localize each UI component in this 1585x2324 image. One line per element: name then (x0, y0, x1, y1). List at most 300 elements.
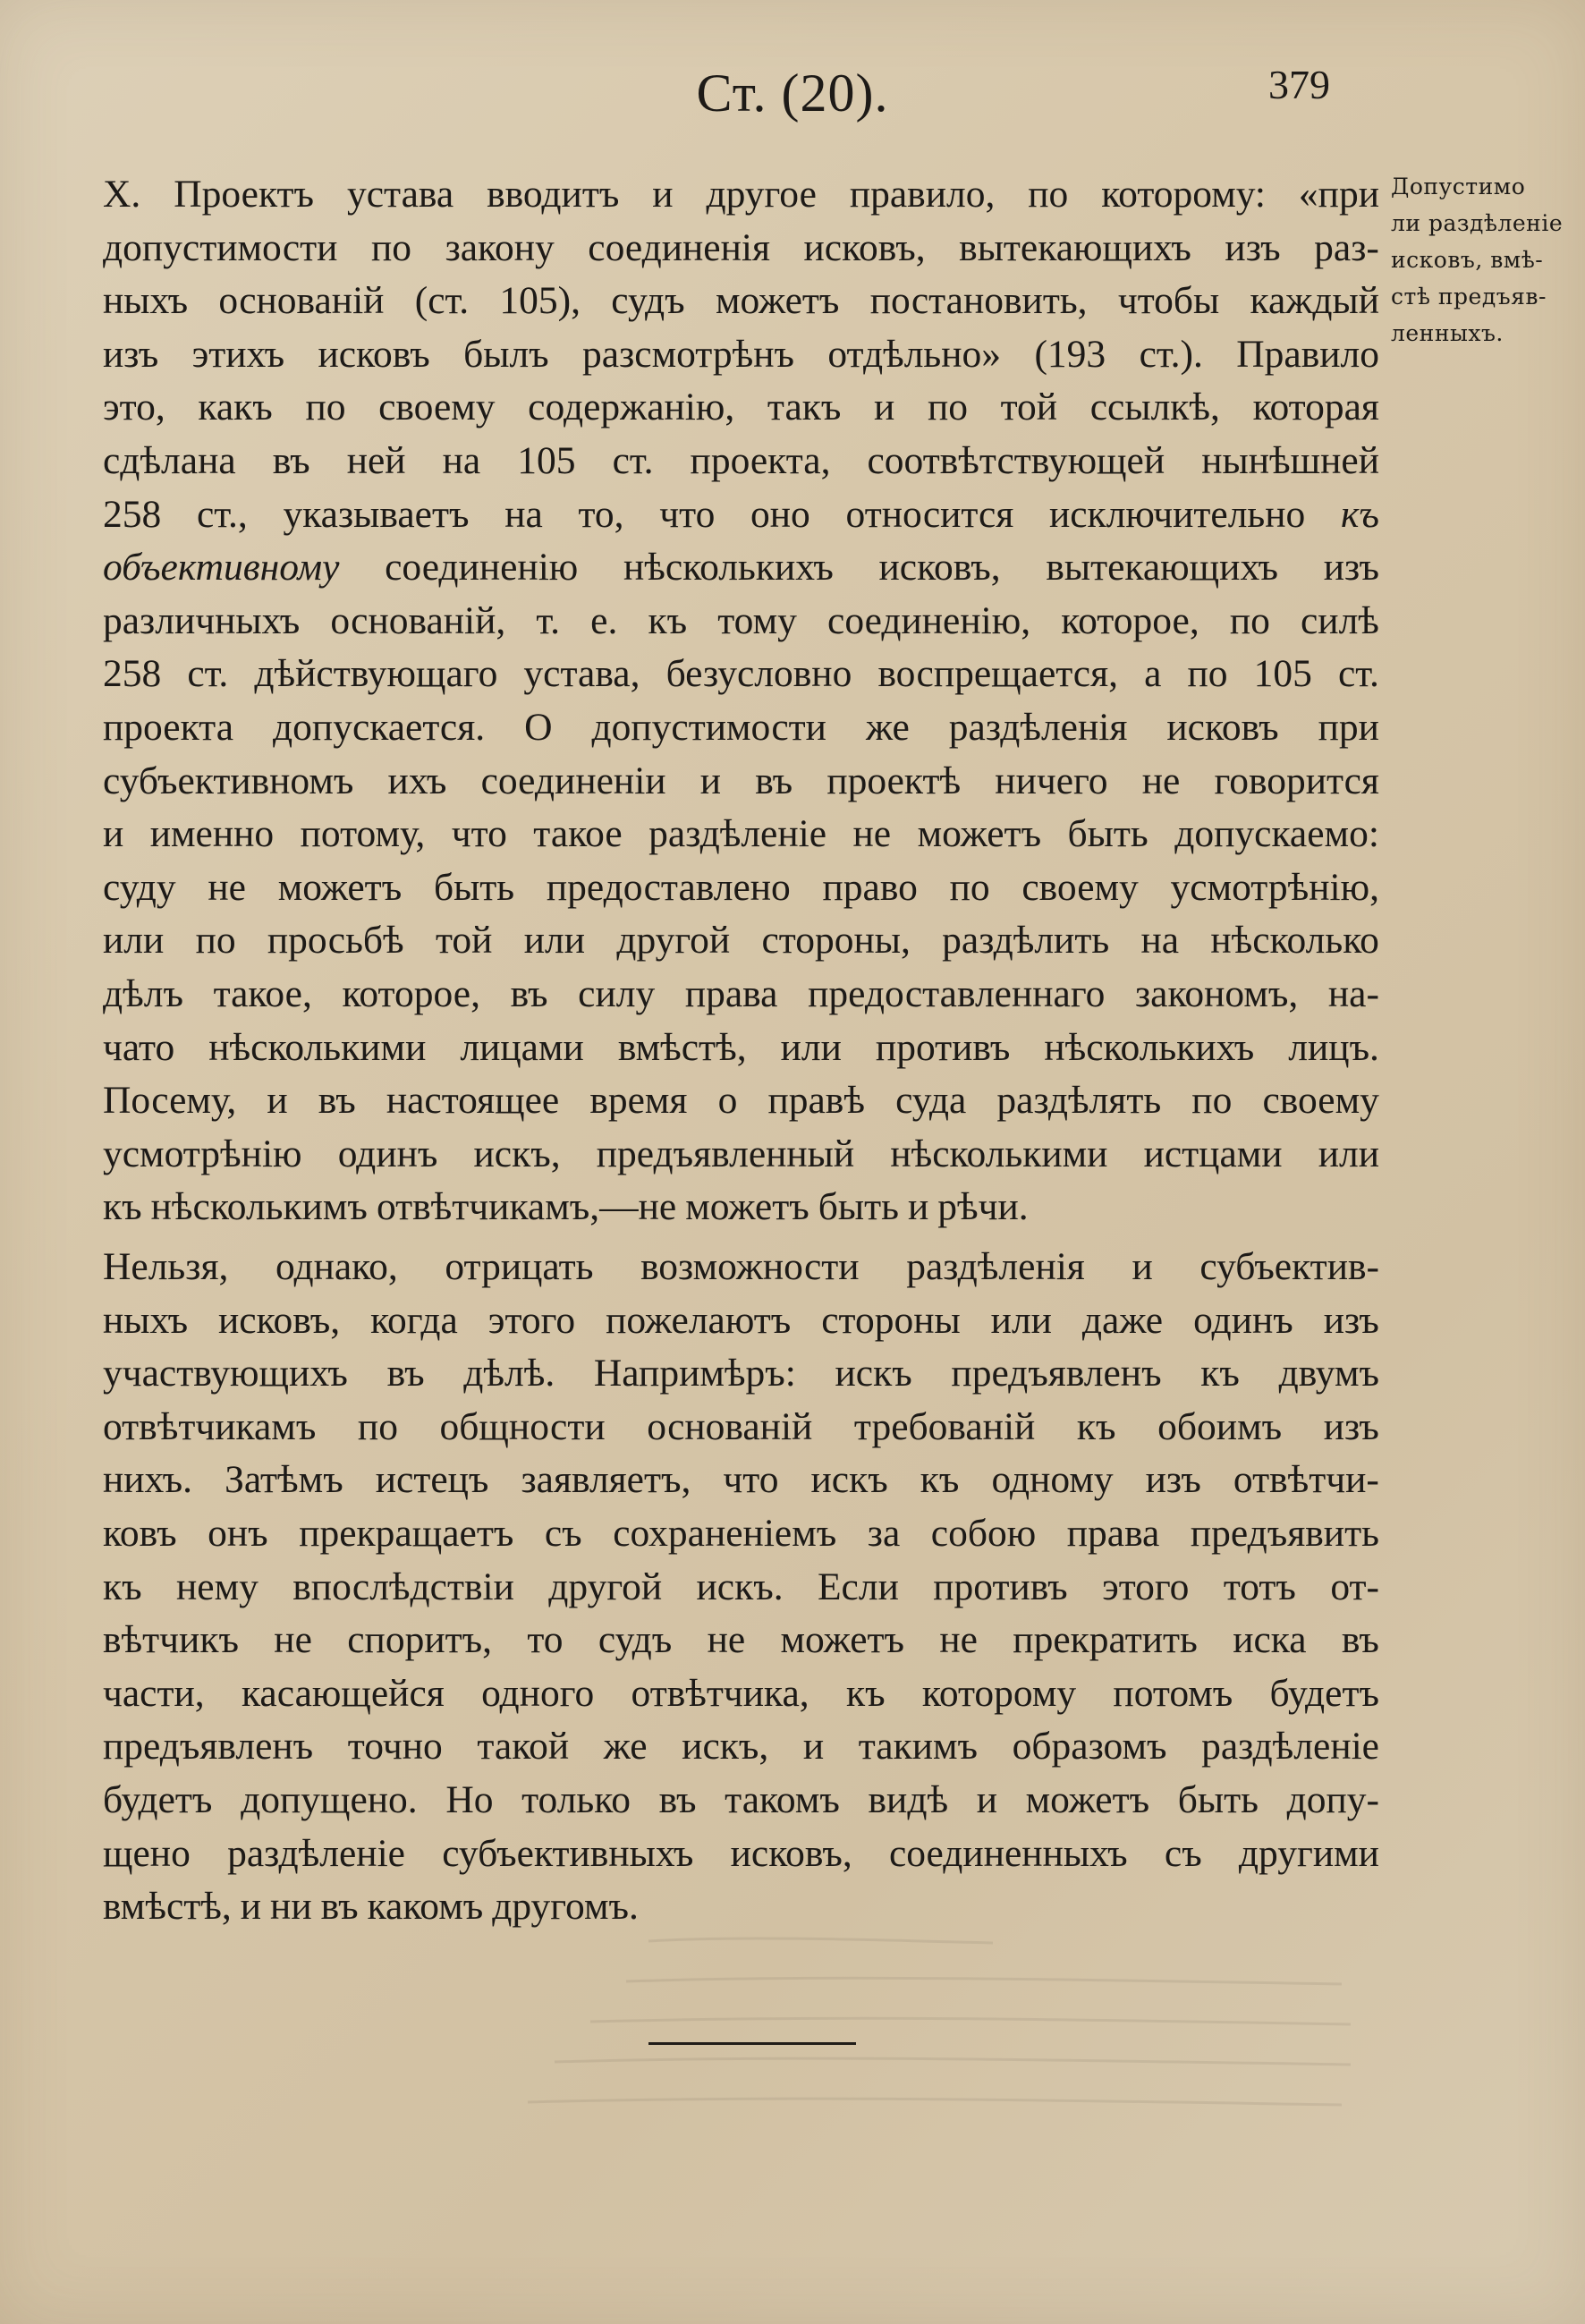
word: права (1066, 1511, 1160, 1555)
word: отвѣтчикамъ (103, 1404, 317, 1448)
word: силѣ (1301, 598, 1379, 642)
word: закономъ, (1134, 971, 1299, 1015)
word: (193 (1034, 332, 1106, 376)
word: предъявить (1190, 1511, 1379, 1555)
page-header-title: Ст. (20). (696, 64, 889, 123)
word: каждый (1250, 279, 1379, 323)
word: отвѣтчика, (631, 1671, 809, 1715)
word: субъектив- (1199, 1245, 1379, 1288)
word: по (1187, 652, 1228, 696)
word: исковъ, (878, 546, 1001, 589)
word: можетъ (1025, 1777, 1150, 1821)
word: проектѣ (826, 759, 962, 802)
word: проекта, (690, 438, 831, 482)
word: от- (1330, 1565, 1379, 1608)
word: къ (1076, 1404, 1116, 1448)
margin-note-line: ли раздѣленіе (1391, 210, 1564, 236)
word: же (603, 1725, 648, 1768)
word: двумъ (1278, 1352, 1379, 1395)
word: Затѣмъ (225, 1458, 343, 1502)
word: ни (270, 1885, 312, 1929)
text-line (103, 435, 1379, 488)
text-line (103, 595, 1379, 649)
word: прекращаетъ (299, 1511, 514, 1555)
word: чато (103, 1025, 175, 1069)
word: искъ (810, 1458, 888, 1502)
word: вмѣстѣ, (617, 1025, 747, 1069)
word: былъ (463, 332, 549, 376)
word: соотвѣтствующей (867, 438, 1165, 482)
word: на (504, 492, 543, 536)
word: и (802, 1725, 825, 1768)
word: Нельзя, (103, 1245, 229, 1288)
word: сохраненіемъ (613, 1511, 837, 1555)
word: вытекающихъ (1046, 546, 1279, 589)
word: изъ (1225, 225, 1281, 269)
word: изъ (1323, 1298, 1379, 1342)
word: стороны, (761, 919, 911, 963)
word: изъ (1323, 1404, 1379, 1448)
word: требованій (853, 1404, 1036, 1448)
word: или (780, 1025, 842, 1069)
word: исковъ (1166, 705, 1279, 749)
word: судъ (611, 279, 685, 323)
word: не (852, 812, 892, 856)
word: правило, (849, 173, 996, 216)
word: можетъ (780, 1618, 905, 1662)
word: и (699, 759, 722, 802)
word: своему (1021, 865, 1139, 909)
word: ковъ (103, 1511, 177, 1555)
word: же (865, 705, 910, 749)
word: 105 (1253, 652, 1312, 696)
word: нѣсколько (1210, 919, 1379, 963)
word: нѣсколькихъ (1044, 1025, 1255, 1069)
word: указываетъ (283, 492, 470, 536)
word: ст. (1337, 652, 1379, 696)
word: въ (272, 438, 310, 482)
word: предоставленнаго (808, 971, 1106, 1015)
word: по (949, 865, 990, 909)
word: своему (1262, 1079, 1379, 1123)
word: потому, (300, 812, 426, 856)
text-line (103, 808, 1379, 861)
word: устава, (523, 652, 640, 696)
word: противъ (875, 1025, 1011, 1069)
word: нѣсколькими (208, 1025, 427, 1069)
word: О (524, 705, 553, 749)
word: вѣтчикъ (103, 1618, 239, 1662)
word: участвующихъ (103, 1352, 348, 1395)
text-line (103, 488, 1379, 542)
word: обоимъ (1157, 1404, 1283, 1448)
word: по (1229, 598, 1270, 642)
word: просьбѣ (267, 919, 404, 963)
word: ныхъ (103, 279, 189, 323)
word: 105 (517, 438, 576, 482)
word: быть (1177, 1777, 1259, 1821)
word: какъ (198, 386, 273, 429)
word: права (684, 971, 778, 1015)
word: предоставлено (546, 865, 791, 909)
word: нынѣшней (1201, 438, 1379, 482)
text-line (103, 168, 1379, 222)
word: субъективномъ (103, 759, 354, 802)
word: только (521, 1777, 631, 1821)
word: предъявленъ (951, 1352, 1162, 1395)
word: нѣсколькими (890, 1132, 1108, 1175)
text-line (103, 1347, 1379, 1401)
word: къ (1341, 492, 1379, 536)
word: ст.). (1139, 332, 1203, 376)
word: соединенію, (827, 598, 1031, 642)
word: что (451, 812, 507, 856)
word: дѣлъ (103, 971, 183, 1015)
word: Правило (1236, 332, 1379, 376)
word: по (305, 386, 346, 429)
word: можетъ (685, 1185, 809, 1229)
word: щено (103, 1831, 191, 1875)
word: той (435, 919, 493, 963)
word: этого (487, 1298, 576, 1342)
word: такъ (767, 386, 842, 429)
word: такой (477, 1725, 570, 1768)
word: другими (1238, 1831, 1379, 1875)
word: или (990, 1298, 1052, 1342)
word: ссылкѣ, (1089, 386, 1220, 429)
word: допустимости (591, 705, 826, 749)
word: будетъ (1269, 1671, 1379, 1715)
word: разсмотрѣнъ (582, 332, 794, 376)
word: нѣсколькимъ (150, 1185, 368, 1229)
word: раздѣленія (948, 705, 1128, 749)
word: другой (616, 919, 731, 963)
word: исковъ, (218, 1298, 341, 1342)
word: другомъ. (492, 1885, 639, 1929)
word: о (717, 1079, 738, 1123)
word: видѣ (868, 1777, 949, 1821)
word: «при (1298, 173, 1379, 216)
word: такое (533, 812, 623, 856)
word: въ (386, 1352, 425, 1395)
word: правѣ (767, 1079, 865, 1123)
word: отрицать (445, 1245, 594, 1288)
word: изъ (1323, 546, 1379, 589)
word: 258 (103, 492, 162, 536)
word: усмотрѣнію, (1170, 865, 1379, 909)
word: раздѣленія (906, 1245, 1085, 1288)
word: искъ (835, 1352, 912, 1395)
word: раздѣлить (942, 919, 1110, 963)
bleed-through-texture (0, 1914, 1585, 2236)
word: одинъ (1193, 1298, 1293, 1342)
paragraph-1 (103, 168, 1379, 1234)
word: соединенія (588, 225, 770, 269)
word: вмѣстѣ, (103, 1885, 232, 1929)
word: искъ. (696, 1565, 784, 1608)
word: по (927, 386, 968, 429)
word: раздѣленіе (227, 1831, 405, 1875)
word: воспрещается, (877, 652, 1118, 696)
word: изъ (103, 332, 159, 376)
word: можетъ (277, 865, 403, 909)
word: онъ (208, 1511, 268, 1555)
word: ихъ (387, 759, 447, 802)
word: не (939, 1618, 978, 1662)
word: такимъ (858, 1725, 979, 1768)
word: (ст. (414, 279, 470, 323)
word: при (1318, 705, 1379, 749)
word: общности (439, 1404, 606, 1448)
word: ней (346, 438, 406, 482)
word: будетъ (103, 1777, 213, 1821)
word: противъ (933, 1565, 1068, 1608)
word: или (523, 919, 586, 963)
text-line (103, 648, 1379, 701)
word: въ (510, 971, 548, 1015)
word: соединеніи (480, 759, 666, 802)
word: безусловно (665, 652, 852, 696)
word: когда (370, 1298, 458, 1342)
word: истцами (1143, 1132, 1283, 1175)
word: одинъ (337, 1132, 438, 1175)
word: къ (1200, 1352, 1240, 1395)
word: такое, (213, 971, 312, 1015)
paragraph-2 (103, 1241, 1379, 1934)
word: этого (1102, 1565, 1190, 1608)
word: съ (544, 1511, 582, 1555)
text-line (103, 1128, 1379, 1182)
word: допу- (1286, 1777, 1379, 1821)
word: т. (536, 598, 561, 642)
word: одного (481, 1671, 595, 1715)
word: изъ (1145, 1458, 1201, 1502)
word: лицъ. (1288, 1025, 1379, 1069)
word: оно (750, 492, 810, 536)
word: заявляетъ, (521, 1458, 691, 1502)
word: и (1132, 1245, 1153, 1288)
word: предъявленъ (103, 1725, 314, 1768)
word: другой (548, 1565, 663, 1608)
text-line (103, 968, 1379, 1022)
word: содержанію, (528, 386, 735, 429)
word: Если (817, 1565, 899, 1608)
word: въ (318, 1079, 356, 1123)
word: и (103, 812, 124, 856)
word: силу (578, 971, 656, 1015)
word: исключительно (1048, 492, 1306, 536)
word: по (357, 1404, 398, 1448)
word: и (652, 173, 674, 216)
margin-note-line: Допустимо (1391, 174, 1526, 199)
text-line (103, 1828, 1379, 1881)
word: такомъ (725, 1777, 840, 1821)
word: по (1191, 1079, 1233, 1123)
word: исковъ, (730, 1831, 852, 1875)
word: допущено. (241, 1777, 418, 1821)
word: которому (921, 1671, 1077, 1715)
word: можетъ (715, 279, 840, 323)
text-line (103, 1454, 1379, 1507)
word: 105), (499, 279, 581, 323)
word: предъявленный (596, 1132, 855, 1175)
word: по (371, 225, 412, 269)
word: ничего (995, 759, 1108, 802)
word: соединенныхъ (888, 1831, 1128, 1875)
word: раздѣленіе (1201, 1725, 1379, 1768)
word: основаній (218, 279, 385, 323)
word: тотъ (1223, 1565, 1296, 1608)
text-line (103, 541, 1379, 595)
word: закону (445, 225, 555, 269)
word: вытекающихъ (959, 225, 1191, 269)
word: рѣчи. (937, 1185, 1029, 1229)
word: относится (845, 492, 1014, 536)
text-line (103, 1774, 1379, 1828)
word: нему (176, 1565, 259, 1608)
word: потомъ (1113, 1671, 1233, 1715)
word: X. (103, 173, 141, 216)
word: различныхъ (103, 598, 301, 642)
word: именно (149, 812, 275, 856)
word: которое, (342, 971, 480, 1015)
word: нѣсколькихъ (623, 546, 834, 589)
word: отвѣтчикамъ,—не (376, 1185, 677, 1229)
word: одному (991, 1458, 1114, 1502)
word: къ (103, 1565, 142, 1608)
text-line (103, 1241, 1379, 1294)
word: за (867, 1511, 901, 1555)
text-line (103, 381, 1379, 435)
word: или (103, 919, 165, 963)
word: дѣйствующаго (254, 652, 498, 696)
word: постановить, (869, 279, 1088, 323)
word: къ (920, 1458, 960, 1502)
word: ст., (196, 492, 248, 536)
text-line (103, 861, 1379, 915)
word: отвѣтчи- (1233, 1458, 1379, 1502)
word: допускается. (273, 705, 486, 749)
text-line (103, 1074, 1379, 1128)
word: что (723, 1458, 779, 1502)
word: быть (433, 865, 515, 909)
word: которая (1252, 386, 1379, 429)
word: какомъ (367, 1885, 484, 1929)
word: сдѣлана (103, 438, 236, 482)
word: точно (347, 1725, 443, 1768)
word: въ (755, 759, 793, 802)
word: 258 (103, 652, 162, 696)
word: объективному (103, 546, 340, 589)
word: допускаемо: (1174, 812, 1379, 856)
text-line (103, 1401, 1379, 1455)
word: и (874, 386, 895, 429)
word: ныхъ (103, 1298, 189, 1342)
word: на (442, 438, 481, 482)
word: и (907, 1185, 929, 1229)
text-line (103, 701, 1379, 755)
word: которое, (1061, 598, 1199, 642)
word: субъективныхъ (442, 1831, 694, 1875)
word: Проектъ (174, 173, 315, 216)
word: основаній, (330, 598, 506, 642)
word: или (1318, 1132, 1379, 1175)
word: по (195, 919, 236, 963)
word: вводитъ (487, 173, 620, 216)
word: быть (1067, 812, 1148, 856)
word: допустимости (103, 225, 338, 269)
word: Напримѣръ: (593, 1352, 796, 1395)
text-line (103, 275, 1379, 328)
word: пожелаютъ (606, 1298, 792, 1342)
word: можетъ (917, 812, 1042, 856)
word: искъ, (682, 1725, 769, 1768)
word: на (1140, 919, 1180, 963)
margin-note-line: исковъ, вмѣ- (1391, 247, 1544, 273)
word: а (1144, 652, 1162, 696)
word: споритъ, (347, 1618, 492, 1662)
word: исковъ, (803, 225, 926, 269)
word: другое (706, 173, 817, 216)
word: въ (658, 1777, 697, 1821)
word: то, (578, 492, 624, 536)
word: иска (1233, 1618, 1307, 1662)
word: не (707, 1618, 746, 1662)
word: это, (103, 386, 165, 429)
text-line (103, 1294, 1379, 1348)
word: настоящее (386, 1079, 560, 1123)
word: которому: (1101, 173, 1266, 216)
text-line (103, 1720, 1379, 1774)
word: устава (347, 173, 454, 216)
word: и (976, 1777, 997, 1821)
word: истецъ (375, 1458, 489, 1502)
margin-note-line: стѣ предъяв- (1391, 284, 1547, 310)
word: въ (320, 1885, 359, 1929)
word: раздѣлять (996, 1079, 1162, 1123)
word: ст. (612, 438, 654, 482)
word: части, (103, 1671, 205, 1715)
word: той (1000, 386, 1058, 429)
word: судъ (598, 1618, 673, 1662)
word: возможности (640, 1245, 860, 1288)
word: не (1141, 759, 1181, 802)
word: этихъ (191, 332, 285, 376)
word: на- (1327, 971, 1379, 1015)
word: касающейся (241, 1671, 445, 1715)
word: собою (930, 1511, 1037, 1555)
word: тому (717, 598, 797, 642)
text-line (103, 328, 1379, 382)
word: не (274, 1618, 312, 1662)
word: проекта (103, 705, 234, 749)
word: суду (103, 865, 176, 909)
word: говорится (1214, 759, 1379, 802)
page-number: 379 (1268, 62, 1330, 107)
word: ст. (187, 652, 229, 696)
word: время (589, 1079, 688, 1123)
word: искъ, (473, 1132, 561, 1175)
text-line (103, 755, 1379, 809)
text-line (103, 1561, 1379, 1615)
word: раздѣленіе (648, 812, 827, 856)
word: е. (590, 598, 618, 642)
word: чтобы (1117, 279, 1220, 323)
word: раз- (1314, 225, 1379, 269)
word: то (527, 1618, 564, 1662)
word: по (1028, 173, 1069, 216)
word: даже (1081, 1298, 1164, 1342)
